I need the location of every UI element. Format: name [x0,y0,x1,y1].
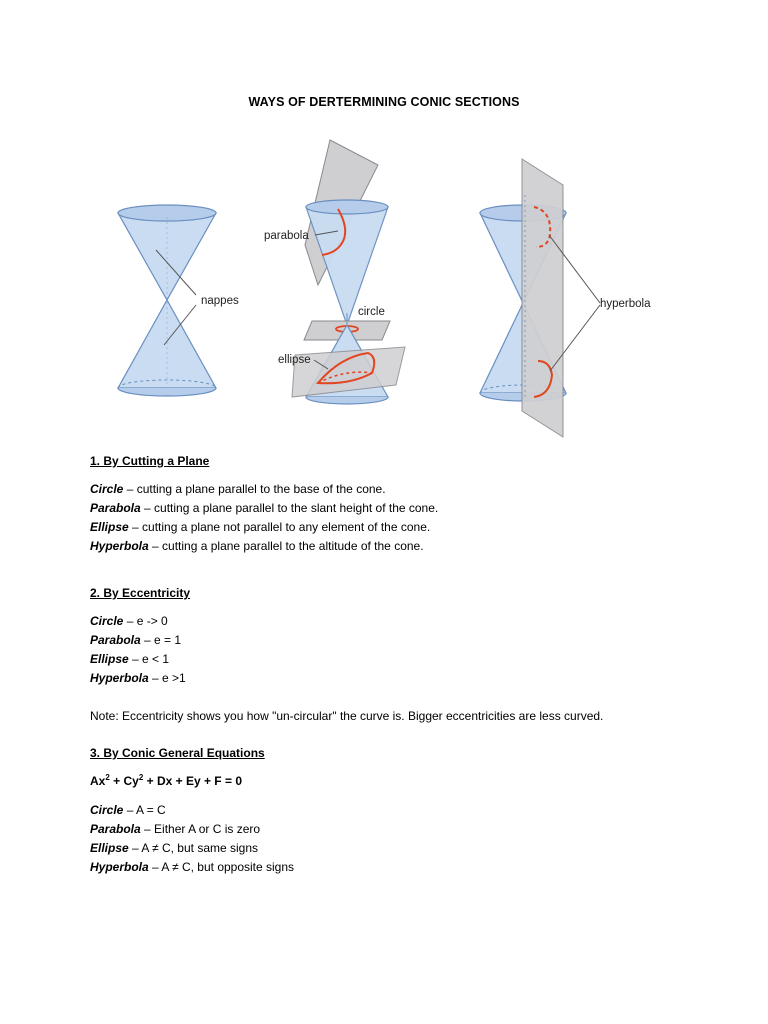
list-item: Circle – A = C [90,803,166,817]
list-item: Parabola – cutting a plane parallel to the slant height of the cone. [90,501,439,515]
page-title: WAYS OF DERTERMINING CONIC SECTIONS [248,95,520,109]
eccentricity-note: Note: Eccentricity shows you how "un-circular" the curve is. Bigger eccentricities are less curved. [90,709,604,723]
label-circle: circle [358,306,385,318]
list-item: Ellipse – A ≠ C, but same signs [90,841,259,855]
label-parabola: parabola [264,230,309,242]
list-item: Circle – e -> 0 [90,614,168,628]
list-item: Parabola – e = 1 [90,633,182,647]
list-item: Circle – cutting a plane parallel to the base of the cone. [90,482,386,496]
label-ellipse: ellipse [278,354,311,366]
conic-sections-illustration [100,135,680,445]
section-general-equations [90,744,690,877]
double-cone-hyperbola [480,159,600,437]
list-item: Hyperbola – A ≠ C, but opposite signs [90,860,295,874]
list-item: Hyperbola – cutting a plane parallel to the altitude of the cone. [90,539,424,553]
section-cutting-plane [90,452,690,556]
list-item: Hyperbola – e >1 [90,671,186,685]
label-nappes: nappes [201,295,239,307]
section-heading: 3. By Conic General Equations [90,746,265,760]
section-eccentricity [90,584,690,726]
list-item: Ellipse – e < 1 [90,652,170,666]
general-equation: $Ax^2 + Cy^2 + Dx + Ey + F = 0$ [90,773,242,788]
list-item: Parabola – Either A or C is zero [90,822,261,836]
list-item: Ellipse – cutting a plane not parallel to any element of the cone. [90,520,431,534]
conic-sections-figure [100,135,680,445]
label-hyperbola: hyperbola [600,298,651,310]
section-heading: 2. By Eccentricity [90,586,191,600]
section-heading: 1. By Cutting a Plane [90,454,210,468]
